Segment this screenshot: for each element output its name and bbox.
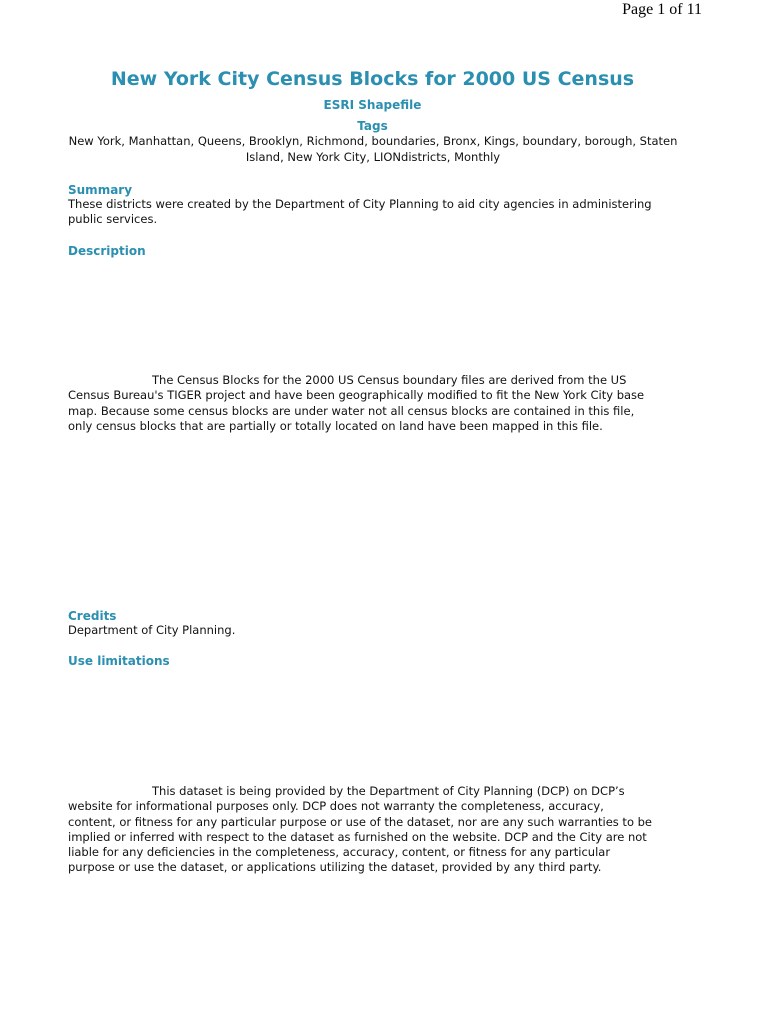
tags-heading: Tags [357,119,388,133]
description-heading: Description [68,244,146,258]
page-number: Page 1 of 11 [622,1,702,18]
document-subtitle: ESRI Shapefile [323,98,422,112]
summary-heading: Summary [68,183,133,197]
tags-list: New York, Manhattan, Queens, Brooklyn, Richmond, boundaries, Bronx, Kings, boundary, borough, Staten Island, New York City, LIONdistricts, Monthly [68,134,678,164]
credits-heading: Credits [68,609,117,623]
description-text: The Census Blocks for the 2000 US Census boundary files are derived from the US Census Bureau's TIGER project and have been geographically modified to fit the New York City base map. Because some census blocks are under water not all census blocks are contained in this file, only census blocks that are partially or totally located on land have been mapped in this file. [68,373,645,433]
use-limitations-text: This dataset is being provided by the Department of City Planning (DCP) on DCP’s website for informational purposes only. DCP does not warranty the completeness, accuracy, content, or fitness for any particular purpose or use of the dataset, nor are any such warranties to be implied or inferred with respect to the dataset as furnished on the website. DCP and the City are not liable for any deficiencies in the completeness, accuracy, content, or fitness for any particular purpose or use the dataset, or applications utilizing the dataset, provided by any third party. [68,784,653,875]
credits-text: Department of City Planning. [68,623,236,637]
use-limitations-heading: Use limitations [68,654,170,668]
summary-text: These districts were created by the Department of City Planning to aid city agencies in administering public services. [68,197,652,227]
document-title: New York City Census Blocks for 2000 US Census [110,68,635,90]
